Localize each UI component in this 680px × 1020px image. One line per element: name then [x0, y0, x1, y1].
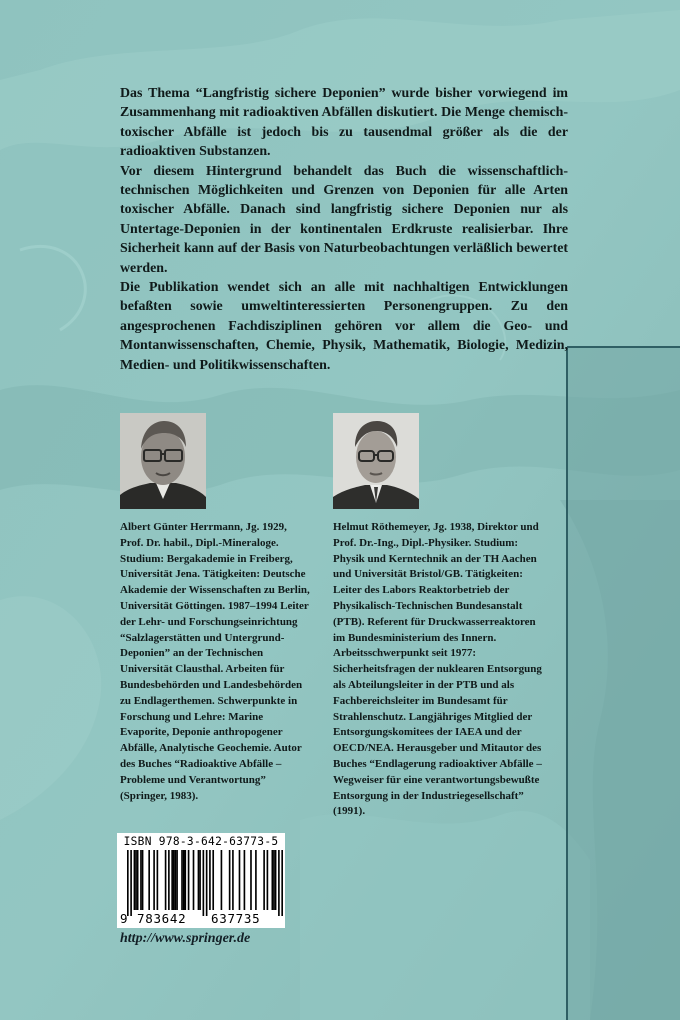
barcode-bar — [267, 850, 269, 910]
barcode-bar — [171, 850, 173, 910]
ean-digit-lead: 9 — [120, 911, 128, 926]
barcode-bar — [142, 850, 144, 910]
barcode-bar — [176, 850, 178, 910]
barcode-bar — [188, 850, 190, 910]
barcode-bar — [209, 850, 211, 910]
barcode-bar — [134, 850, 136, 910]
blurb-paragraph-3: Die Publikation wendet sich an alle mit nachhaltigen Entwicklungen befaßten sowie umweltinteressierten Personengruppen. Zu den angesprochenen Fachdisziplinen gehören vor allem die Geo- und Montanwissenschaften, Chemie, Physik, Mathematik, Biologie, Medizin, Medien- und Politikwissenschaften. — [120, 280, 568, 373]
barcode-bar — [184, 850, 186, 910]
barcode-bar — [232, 850, 234, 910]
barcode-bar — [173, 850, 175, 910]
barcode-bar — [273, 850, 275, 910]
barcode-bar — [175, 850, 177, 910]
author-bio-text — [120, 520, 312, 804]
barcode-bar — [275, 850, 277, 910]
barcode-bar — [168, 850, 170, 910]
barcode-bar — [157, 850, 159, 910]
author-photo-roethemeyer — [333, 413, 419, 509]
barcode-bar — [183, 850, 185, 910]
barcode-bar — [135, 850, 137, 910]
ean-digit-group-2: 637735 — [211, 911, 261, 926]
isbn-label: ISBN 978-3-642-63773-5 — [123, 835, 279, 848]
ean-digit-group-1: 783642 — [137, 911, 187, 926]
barcode-bar — [281, 850, 283, 916]
barcode-bar — [272, 850, 274, 910]
barcode-bar — [244, 850, 246, 910]
back-cover-blurb — [120, 84, 568, 375]
author-name: Albert Günter Herrmann — [120, 521, 241, 533]
barcode-bar — [137, 850, 139, 910]
blurb-paragraph-2: Vor diesem Hintergrund behandelt das Buch die wissenschaftlich-technischen Möglichkeiten und Grenzen von Deponien für alle Arten toxischer Abfälle. Danach sind langfristig sichere Deponien nur als Untertage-Deponien in der kontinentalen Erdkruste realisierbar. Ihre Sicherheit kann auf der Basis von Naturbeobachtungen verläßlich bewertet werden. — [120, 163, 568, 276]
publisher-url-link[interactable]: http://www.springer.de — [120, 931, 251, 946]
barcode-bar — [198, 850, 200, 910]
barcode-bar — [148, 850, 150, 910]
author-bio-herrmann — [120, 520, 312, 804]
barcode-bar — [255, 850, 257, 910]
barcode-bar — [130, 850, 132, 916]
barcode-bar — [181, 850, 183, 910]
barcode-bar — [127, 850, 129, 916]
barcode-bars — [127, 850, 283, 916]
barcode-bar — [278, 850, 280, 916]
barcode-bar — [250, 850, 252, 910]
author-bio-body: , Jg. 1938, Direktor und Prof. Dr.-Ing., Dipl.-Physiker. Studium: Physik und Kerntechnik an der TH Aachen und Universität Bristol/GB. Tätigkeiten: Leiter des Labors Reaktorbetrieb der Physikalisch-Technischen Bundesanstalt (PTB). Referent für Druckwasserreaktoren im Bundesministerium des Innern. Arbeitsschwerpunkt seit 1977: Sicherheitsfragen der nuklearen Entsorgung als Abteilungsleiter in der PTB und als Fachbereichsleiter im Bundesamt für Strahlenschutz. Langjähriges Mitglied der Entsorgungskomitees der IAEA und der OECD/NEA. Herausgeber und Mitautor des Buches “Endlagerung radioaktiver Abfälle – Wegweiser für eine verantwortungsbewußte Entsorgung in der Industriegesellschaft” (1991). — [333, 521, 542, 818]
author-bio-body: , Jg. 1929, Prof. Dr. habil., Dipl.-Mineraloge. Studium: Bergakademie in Freiberg, Universität Jena. Tätigkeiten: Deutsche Akademie der Wissenschaften zu Berlin, Universität Göttingen. 1987–1994 Leiter der Lehr- und Forschungseinrichtung “Salzlagerstätten und Untergrund-Deponien” an der Technischen Universität Clausthal. Arbeiten für Bundesbehörden und Landesbehörden zu Endlagerthemen. Schwerpunkte in Forschung und Lehre: Marine Evaporite, Deponie anthropogener Abfälle, Analytische Geochemie. Autor des Buches “Radioaktive Abfälle – Probleme und Verantwortung” (Springer, 1983). — [120, 521, 310, 802]
barcode-bar — [221, 850, 223, 910]
isbn-barcode — [117, 833, 285, 928]
spine-stripe — [567, 347, 680, 1020]
author-bio-roethemeyer — [333, 520, 543, 820]
author-photo-herrmann — [120, 413, 206, 509]
author-name: Helmut Röthemeyer — [333, 521, 428, 533]
portrait-photo-roethemeyer — [333, 413, 419, 509]
portrait-photo-herrmann — [120, 413, 206, 509]
barcode-bar — [153, 850, 155, 910]
barcode-bar — [229, 850, 231, 910]
barcode-bar — [206, 850, 208, 916]
barcode-bar — [263, 850, 265, 910]
barcode-bar — [140, 850, 142, 910]
blurb-paragraph-1: Das Thema “Langfristig sichere Deponien” wurde bisher vorwiegend im Zusammenhang mit radioaktiven Abfällen diskutiert. Die Menge chemisch-toxischer Abfälle ist jedoch bis zu tausendmal größer als die der radioaktiven Substanzen. — [120, 86, 568, 160]
barcode-bar — [199, 850, 201, 910]
author-bio-text — [333, 520, 543, 820]
barcode-bar — [239, 850, 241, 910]
barcode-bar — [212, 850, 214, 910]
barcode-bar — [165, 850, 167, 910]
barcode-bar — [203, 850, 205, 916]
barcode-bar — [193, 850, 195, 910]
